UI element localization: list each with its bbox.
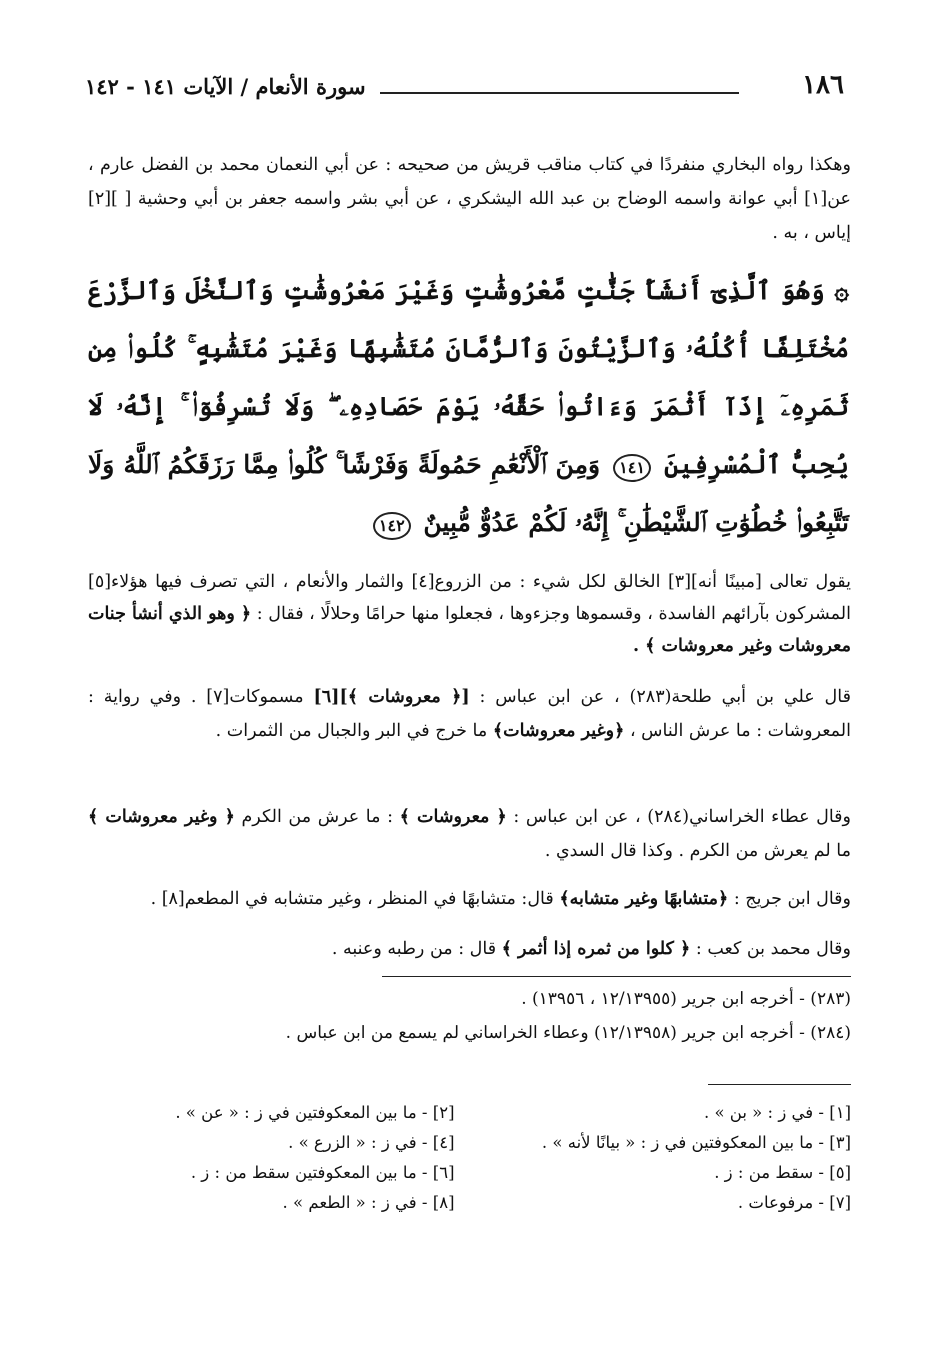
paragraph-text: ما لم يعرش من الكرم . وكذا قال السدي . — [544, 841, 851, 861]
verse-142-marker: ١٤٢ — [373, 512, 411, 540]
paragraph-text: : ما عرش من الكرم — [241, 807, 394, 827]
commentary-paragraph-2 — [88, 680, 851, 748]
commentary-paragraph-3 — [88, 800, 851, 868]
verse-142: وَمِنَ ٱلْأَنْعَٰمِ حَمُولَةً وَفَرْشًا ۚ كُلُوا۟ مِمَّا رَزَقَكُمُ ٱللَّهُ وَلَا تَتَّبِعُوا۟ خُطُوَٰتِ ٱلشَّيْطَٰنِ ۚ إِنَّهُۥ لَكُمْ عَدُوٌّ مُّبِينٌ — [88, 450, 849, 537]
verse-141-marker: ١٤١ — [613, 454, 651, 482]
footnote-283: (٢٨٣) - أخرجه ابن جرير (١٢/١٣٩٥٥ ، ١٣٩٥٦) . — [521, 989, 851, 1009]
quoted-verse: ﴿ وهو الذي أنشأ جنات معروشات وغير معروشات ﴾ . — [88, 604, 851, 656]
paragraph-text: وقال ابن جريج : — [733, 889, 851, 909]
variant-footnotes — [88, 1098, 851, 1218]
quoted-verse: ﴿متشابهًا وغير متشابه﴾ — [559, 889, 729, 909]
paragraph-text: يقول تعالى [مبينًا أنه][٣] الخالق لكل شيء : من الزروع[٤] والثمار والأنعام ، التي تصرف فيها هؤلاء[٥] المشركون بآرائهم الفاسدة ، وقسموها وجزءوها ، فجعلوا منها حرامًا وحلالًا ، فقال : — [88, 572, 851, 624]
footnote-7: [٧] - مرفوعات . — [737, 1193, 851, 1212]
commentary-paragraph-5 — [88, 932, 851, 966]
quran-passage — [88, 262, 849, 552]
page-number: ١٨٦ — [802, 70, 844, 100]
hadith-footnotes — [88, 982, 851, 1050]
verse-141: ۞ وَهُوَ ٱلَّذِىٓ أَنشَأَ جَنَّٰتٍ مَّعْرُوشَٰتٍ وَغَيْرَ مَعْرُوشَٰتٍ وَٱلنَّخْلَ وَٱلزَّرْعَ مُخْتَلِفًا أُكُلُهُۥ وَٱلزَّيْتُونَ وَٱلرُّمَّانَ مُتَشَٰبِهًا وَغَيْرَ مُتَشَٰبِهٍ ۚ كُلُوا۟ مِن ثَمَرِهِۦٓ إِذَآ أَثْمَرَ وَءَاتُوا۟ حَقَّهُۥ يَوْمَ حَصَادِهِۦ ۖ وَلَا تُسْرِفُوٓا۟ ۚ إِنَّهُۥ لَا يُحِبُّ ٱلْمُسْرِفِينَ — [88, 276, 849, 479]
quoted-verse: [﴿ معروشات ﴾][٦] — [313, 687, 470, 707]
footnote-6: [٦] - ما بين المعكوفتين سقط من : ز . — [190, 1163, 455, 1182]
footnote-1: [١] - في ز : « بن » . — [703, 1103, 851, 1122]
quoted-verse: ﴿ كلوا من ثمره إذا أثمر ﴾ — [501, 939, 691, 959]
footnote-divider — [382, 976, 851, 977]
commentary-paragraph-4 — [88, 882, 851, 916]
footnote-divider-short — [708, 1084, 851, 1085]
paragraph-text: قال : من رطبه وعنبه . — [331, 939, 497, 959]
commentary-paragraph-1 — [88, 566, 851, 662]
paragraph-text: قال: متشابهًا في المنظر ، وغير متشابه في المطعم[٨] . — [150, 889, 554, 909]
footnote-4: [٤] - في ز : « الزرع » . — [288, 1133, 455, 1152]
quoted-verse: ﴿ وغير معروشات ﴾ — [88, 807, 235, 827]
paragraph-text: وقال محمد بن كعب : — [695, 939, 851, 959]
paragraph-text: مسموكات[٧] . وفي رواية : المعروشات : ما عرش الناس ، — [88, 687, 851, 741]
running-title: سورة الأنعام / الآيات ١٤١ - ١٤٢ — [85, 74, 366, 99]
header-rule — [380, 92, 739, 94]
intro-paragraph: وهكذا رواه البخاري منفردًا في كتاب مناقب قريش من صحيحه : عن أبي النعمان محمد بن الفضل عارم ، عن[١] أبي عوانة واسمه الوضاح بن عبد الله اليشكري ، عن أبي بشر واسمه جعفر بن أبي وحشية [ ][٢] إياس ، به . — [88, 155, 851, 243]
paragraph-text: قال علي بن أبي طلحة(٢٨٣) ، عن ابن عباس : — [479, 687, 851, 707]
quoted-verse: ﴿وغير معروشات﴾ — [492, 721, 625, 741]
paragraph-text: ما خرج في البر والجبال من الثمرات . — [215, 721, 488, 741]
footnote-284: (٢٨٤) - أخرجه ابن جرير (١٢/١٣٩٥٨) وعطاء الخراساني لم يسمع من ابن عباس . — [285, 1023, 851, 1043]
footnote-5: [٥] - سقط من : ز . — [714, 1163, 851, 1182]
footnote-2: [٢] - ما بين المعكوفتين في ز : « عن » . — [175, 1103, 455, 1122]
footnote-3: [٣] - ما بين المعكوفتين في ز : « بيانًا لأنه » . — [541, 1133, 851, 1152]
paragraph-text: وقال عطاء الخراساني(٢٨٤) ، عن ابن عباس : — [513, 807, 851, 827]
quoted-verse: ﴿ معروشات ﴾ — [399, 807, 507, 827]
footnote-8: [٨] - في ز : « الطعم » . — [282, 1193, 455, 1212]
